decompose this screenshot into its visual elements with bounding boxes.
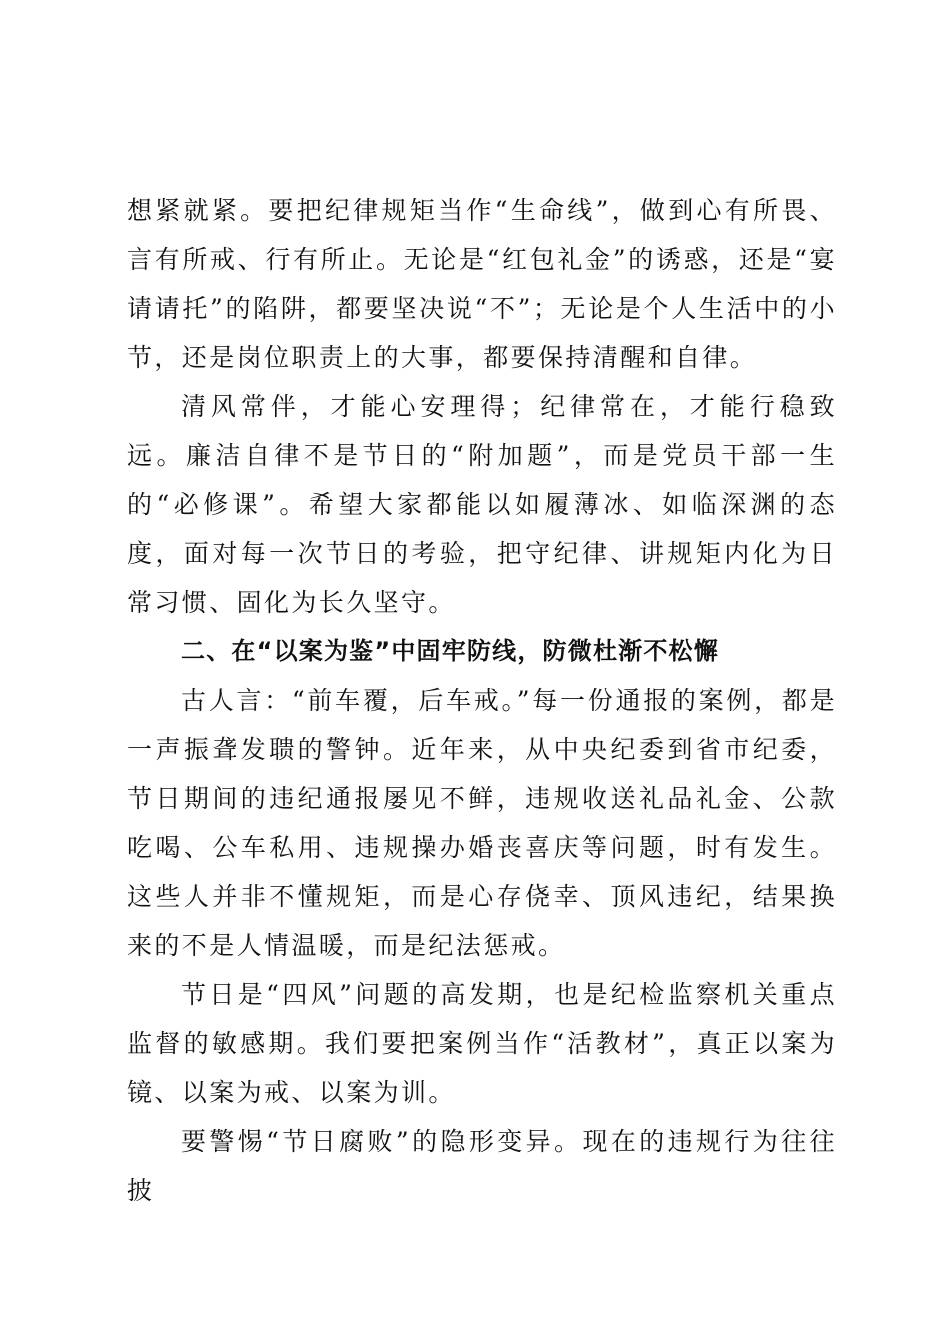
paragraph-continued: 想紧就紧。要把纪律规矩当作“生命线”，做到心有所畏、言有所戒、行有所止。无论是“红包礼金”的诱惑，还是“宴请请托”的陷阱，都要坚决说“不”；无论是个人生活中的小节，还是岗位职责上的大事，都要保持清醒和自律。 (127, 196, 837, 372)
paragraph-holiday-four-winds: 节日是“四风”问题的高发期，也是纪检监察机关重点监督的敏感期。我们要把案例当作“活教材”，真正以案为镜、以案为戒、以案为训。 (127, 980, 837, 1107)
paragraph-holiday-corruption: 要警惕“节日腐败”的隐形变异。现在的违规行为往往披 (127, 1127, 837, 1205)
section-heading-two: 二、在“以案为鉴”中固牢防线，防微杜渐不松懈 (181, 637, 719, 665)
document-body (127, 186, 837, 1215)
paragraph-ancient-saying: 古人言：“前车覆，后车戒。”每一份通报的案例，都是一声振聋发聩的警钟。近年来，从中央纪委到省市纪委，节日期间的违纪通报屡见不鲜，违规收送礼品礼金、公款吃喝、公车私用、违规操办婚丧喜庆等问题，时有发生。这些人并非不懂规矩，而是心存侥幸、顶风违纪，结果换来的不是人情温暖，而是纪法惩戒。 (127, 686, 837, 960)
paragraph-clean-wind: 清风常伴，才能心安理得；纪律常在，才能行稳致远。廉洁自律不是节日的“附加题”，而是党员干部一生的“必修课”。希望大家都能以如履薄冰、如临深渊的态度，面对每一次节日的考验，把守纪律、讲规矩内化为日常习惯、固化为长久坚守。 (127, 392, 837, 617)
